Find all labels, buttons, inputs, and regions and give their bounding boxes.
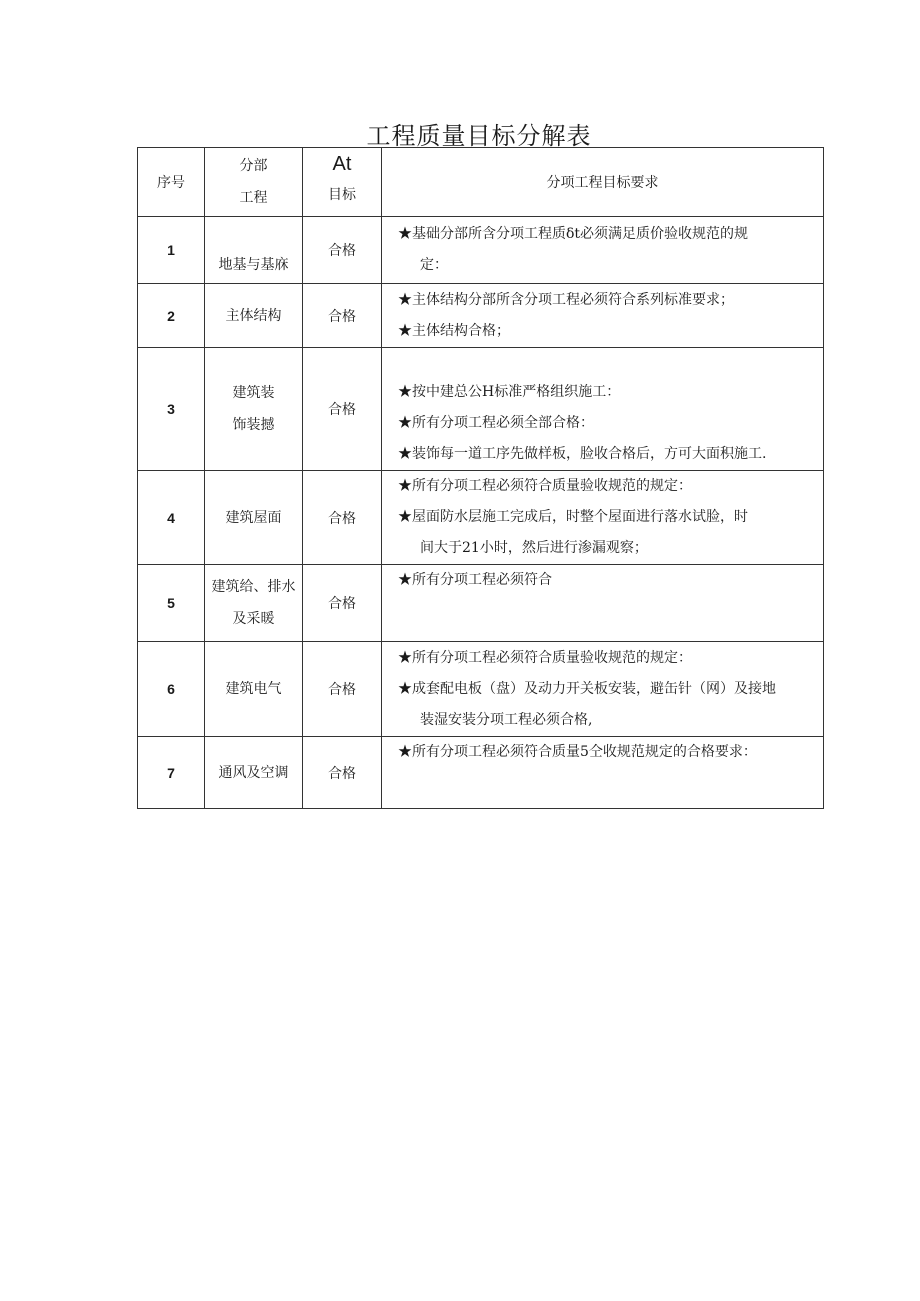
quality-target-table — [137, 147, 824, 809]
requirement-line: ★基础分部所含分项工程质δt必须满足质价验收规范的规 — [398, 226, 749, 242]
row-requirements — [382, 284, 824, 348]
row-part-line: 饰装撼 — [232, 417, 275, 433]
row-part — [205, 284, 303, 348]
row-goal: 合格 — [303, 471, 382, 565]
header-num: 序号 — [138, 148, 205, 217]
requirement-line: ★屋面防水层施工完成后，时整个屋面进行落水试脸，时 — [398, 509, 748, 525]
header-part-line1: 分部 — [239, 158, 268, 174]
table-row — [138, 284, 824, 348]
row-number: 7 — [138, 737, 205, 809]
table-row — [138, 471, 824, 565]
requirement-line: ★装饰每一道工序先做样板，脸收合格后，方可大面积施工. — [398, 446, 767, 462]
requirement-line: 间大于21小时，然后进行渗漏观察； — [420, 540, 648, 556]
header-part-line2: 工程 — [239, 190, 268, 206]
requirement-line: ★所有分项工程必须符合质量验收规范的规定： — [398, 649, 692, 666]
row-goal: 合格 — [303, 565, 382, 642]
row-part-line: 建筑屋面 — [225, 509, 282, 526]
requirement-line: ★成套配电板（盘）及动力开关板安装，避缶针（网）及接地 — [398, 680, 776, 697]
row-goal: 合格 — [303, 284, 382, 348]
row-requirements — [382, 737, 824, 809]
requirement-line: 装湿安装分项工程必须合格, — [420, 711, 593, 728]
row-part-line: 通风及空调 — [218, 764, 289, 781]
table-row — [138, 565, 824, 642]
row-requirements — [382, 565, 824, 642]
requirement-line: ★主体结构分部所含分项工程必须符合系列标准要求； — [398, 291, 734, 308]
requirement-line: ★按中建总公H标准严格组织施工： — [398, 384, 621, 400]
table-row — [138, 348, 824, 471]
table-row — [138, 217, 824, 284]
row-number: 6 — [138, 642, 205, 737]
row-part — [205, 471, 303, 565]
row-part — [205, 348, 303, 471]
row-requirements — [382, 642, 824, 737]
row-part — [205, 217, 303, 284]
row-goal: 合格 — [303, 348, 382, 471]
row-goal: 合格 — [303, 217, 382, 284]
row-requirements — [382, 217, 824, 284]
header-req: 分项工程目标要求 — [382, 148, 824, 217]
table-header-row — [138, 148, 824, 217]
row-number: 4 — [138, 471, 205, 565]
row-part-line: 主体结构 — [225, 307, 282, 324]
requirement-line: ★所有分项工程必须符合 — [398, 572, 552, 588]
row-number: 1 — [138, 217, 205, 284]
header-goal-line1: At — [332, 153, 352, 175]
requirement-line: 定： — [420, 257, 448, 273]
requirement-line: ★所有分项工程必须符合质量5仝收规范规定的合格要求： — [398, 744, 757, 760]
page-title: 工程质量目标分解表 — [366, 122, 592, 150]
row-part-line: 建筑给、排水 — [211, 579, 296, 595]
requirement-line: ★主体结构合格； — [398, 322, 510, 339]
row-part — [205, 642, 303, 737]
row-number: 2 — [138, 284, 205, 348]
row-requirements — [382, 471, 824, 565]
header-goal-line2: 目标 — [328, 187, 356, 203]
row-goal: 合格 — [303, 642, 382, 737]
row-goal: 合格 — [303, 737, 382, 809]
row-requirements — [382, 348, 824, 471]
row-number: 3 — [138, 348, 205, 471]
row-part — [205, 737, 303, 809]
header-part — [205, 148, 303, 217]
header-goal — [303, 148, 382, 217]
row-part-line: 及采暖 — [232, 611, 275, 627]
row-part — [205, 565, 303, 642]
row-part-line: 建筑装 — [232, 385, 275, 401]
table-row — [138, 642, 824, 737]
row-part-line: 地基与基庥 — [218, 257, 289, 273]
requirement-line: ★所有分项工程必须全部合格： — [398, 415, 594, 431]
requirement-line: ★所有分项工程必须符合质量验收规范的规定： — [398, 478, 692, 494]
row-number: 5 — [138, 565, 205, 642]
table-row — [138, 737, 824, 809]
row-part-line: 建筑电气 — [225, 681, 282, 697]
